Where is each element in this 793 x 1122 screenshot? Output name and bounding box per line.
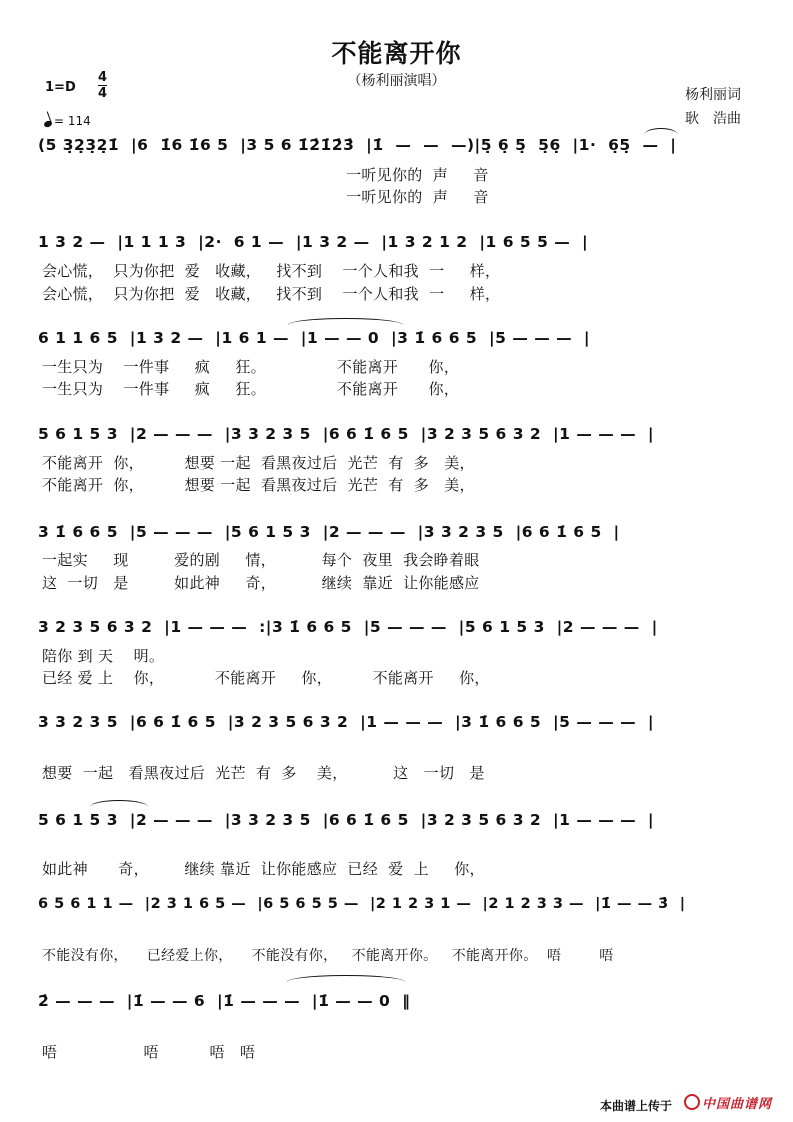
notation-row: 3 1̇ 6 6 5 |5 — — — |5 6 1 5 3 |2 — — — |3 3 2 3 5 |6 6 1̇ 6 5 | [38, 523, 620, 541]
lyric-line: 一听见你的 声 音 [42, 166, 489, 184]
lyric-line: 已经 爱 上 你， 不能离开 你， 不能离开 你， [42, 669, 490, 687]
lyric-line: 不能离开 你， 想要 一起 看黑夜过后 光芒 有 多 美， [42, 454, 475, 472]
notation-row: 3 2 3 5 6 3 2 |1 — — — :|3 1̇ 6 6 5 |5 — — — |5 6 1 5 3 |2 — — — | [38, 618, 658, 636]
upload-note: 本曲谱上传于 [600, 1099, 673, 1113]
notation-row: 1 3 2 — |1 1 1 3 |2· 6 1 — |1 3 2 — |1 3 2 1 2 |1 6 5 5 — | [38, 233, 589, 251]
site-logo-text: 中国曲谱网 [702, 1097, 773, 1112]
lyric-line: 不能离开 你， 想要 一起 看黑夜过后 光芒 有 多 美， [42, 476, 475, 494]
notation-row: 2̇ — — — |1̇ — — 6 |1̇ — — — |1̇ — — 0 ‖ [38, 992, 411, 1010]
slur-mark [288, 318, 403, 325]
meter-top: 4 [98, 70, 108, 85]
lyric-line: 一生只为 一件事 疯 狂。 不能离开 你， [42, 380, 460, 398]
notation-row: 3 3 2 3 5 |6 6 1̇ 6 5 |3 2 3 5 6 3 2 |1 — — — |3 1̇ 6 6 5 |5 — — — | [38, 713, 655, 731]
lyric-line: 这 一切 是 如此神 奇， 继续 靠近 让你能感应 [42, 574, 480, 592]
composer-credit: 耿 浩曲 [685, 111, 741, 127]
notation-row: 5 6 1 5 3 |2 — — — |3 3 2 3 5 |6 6 1̇ 6 5 |3 2 3 5 6 3 2 |1 — — — | [38, 425, 655, 443]
lyric-line: 陪你 到 天 明。 [42, 647, 165, 665]
lyric-line: 一起实 现 爱的剧 情， 每个 夜里 我会睁着眼 [42, 551, 480, 569]
tempo-value: = 114 [54, 114, 91, 128]
lyric-line: 不能没有你， 已经爱上你， 不能没有你， 不能离开你。 不能离开你。 唔 唔 [42, 948, 614, 964]
site-logo [684, 1092, 788, 1114]
notation-row: 5 6 1 5 3 |2 — — — |3 3 2 3 5 |6 6 1̇ 6 5 |3 2 3 5 6 3 2 |1 — — — | [38, 811, 655, 829]
quarter-note-icon [43, 120, 53, 128]
lyric-line: 会心慌， 只为你把 爱 收藏， 找不到 一个人和我 一 样， [42, 285, 501, 303]
lyric-line: 一生只为 一件事 疯 狂。 不能离开 你， [42, 358, 460, 376]
meter-bottom: 4 [98, 86, 108, 101]
lyric-line: 会心慌， 只为你把 爱 收藏， 找不到 一个人和我 一 样， [42, 262, 501, 280]
notation-row: 6 5 6 1 1 — |2 3 1 6 5 — |6 5 6 5 5 — |2 1 2 3 1 — |2 1 2 3 3 — |1̇ — — 3̇ | [38, 896, 686, 912]
lyric-line: 一听见你的 声 音 [42, 188, 489, 206]
lyric-line: 唔 唔 唔 唔 [42, 1043, 256, 1061]
site-logo-icon [684, 1094, 700, 1110]
notation-row: (5 3̣2̣3̣2̣1̇ |6 1̇6 1̇6 5 |3 5 6 1̇2̇1̇2̇3̇ |1̇ — — —)|5̣ 6̣ 5̣ 5̣6̣ |1· 6̣5̣ — | [38, 136, 677, 154]
notation-row: 6 1 1 6 5 |1 3 2 — |1 6 1 — |1 — — 0 |3 1̇ 6 6 5 |5 — — — | [38, 329, 591, 347]
tempo-marking [44, 114, 91, 128]
time-signature [98, 70, 107, 101]
lyricist-credit: 杨利丽词 [685, 87, 741, 103]
page-subtitle: （杨利丽演唱） [347, 73, 446, 89]
lyric-line: 想要 一起 看黑夜过后 光芒 有 多 美， 这 一切 是 [42, 764, 485, 782]
slur-mark [90, 800, 148, 807]
slur-mark [644, 128, 678, 135]
slur-mark [287, 975, 405, 982]
page-title: 不能离开你 [331, 39, 462, 68]
lyric-line: 如此神 奇， 继续 靠近 让你能感应 已经 爱 上 你， [42, 860, 485, 878]
key-signature: 1=D [45, 80, 76, 95]
